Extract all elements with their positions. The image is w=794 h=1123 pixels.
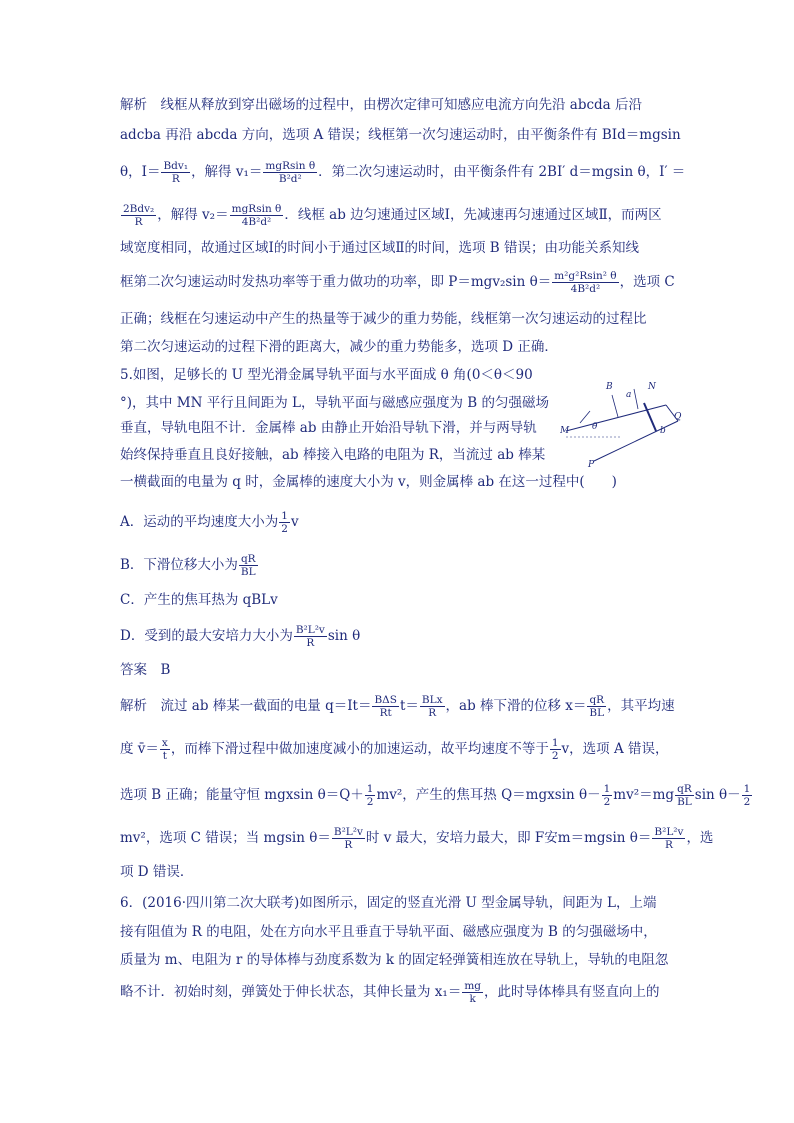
label-b-field: B (606, 382, 613, 392)
numerator: mgRsin θ (265, 160, 316, 172)
field-arrow (612, 395, 618, 417)
fraction (602, 783, 613, 808)
numerator: B²L²v (654, 826, 684, 838)
denominator: R (344, 839, 353, 851)
text: ，解得 v₁＝ (191, 164, 263, 180)
sol5-line5: 项 D 错误． (120, 864, 194, 880)
text: 略不计．初始时刻，弹簧处于伸长状态，其伸长量为 x₁＝ (120, 984, 462, 1000)
para1-line8: 第二次匀速运动的过程下滑的距离大，减少的重力势能多，选项 D 正确． (120, 339, 558, 355)
denominator: R (428, 707, 437, 719)
text: 时 v 最大，安培力最大，即 F安m＝mgsin θ＝ (365, 830, 652, 846)
text: mv²＝mg (613, 787, 675, 803)
para1-line3 (120, 160, 685, 185)
para1-line6 (120, 270, 675, 295)
denominator: Rt (379, 707, 392, 719)
denominator: BL (677, 796, 692, 808)
numerator: mgRsin θ (231, 203, 282, 215)
denominator: R (134, 216, 143, 228)
fraction (161, 160, 190, 185)
label-b-rod: b (660, 426, 666, 436)
label-q: Q (674, 412, 682, 422)
fraction (279, 510, 290, 535)
para1-line1: 解析 线框从释放到穿出磁场的过程中，由楞次定律可知感应电流方向先沿 abcda 后沿 (120, 97, 643, 113)
denominator: 2 (551, 750, 559, 762)
fraction (365, 783, 376, 808)
para1-line4 (120, 203, 662, 228)
numerator: 1 (743, 783, 751, 795)
rail-diagram (560, 375, 688, 475)
fraction (552, 270, 618, 295)
option-d (120, 624, 360, 649)
denominator: 2 (743, 796, 751, 808)
para1-line5: 域宽度相同，故通过区域Ⅰ的时间小于通过区域Ⅱ的时间，选项 B 错误；由功能关系知线 (120, 240, 640, 256)
fraction (652, 826, 685, 851)
text: ，ab 棒下滑的位移 x＝ (445, 698, 587, 714)
q6-line1: 6．(2016·四川第二次大联考)如图所示，固定的竖直光滑 U 型金属导轨，间距为 L，上端 (120, 895, 657, 911)
sol5-line4 (120, 826, 713, 851)
text: ，而棒下滑过程中做加速度减小的加速运动，故平均速度不等于 (170, 741, 549, 757)
fraction (121, 203, 156, 228)
label-m: M (560, 426, 570, 436)
para1-line7: 正确；线框在匀速运动中产生的热量等于减少的重力势能，线框第一次匀速运动的过程比 (120, 311, 647, 327)
para1-line2: adcba 再沿 abcda 方向，选项 A 错误；线框第一次匀速运动时，由平衡条件有 BId＝mgsin (120, 127, 681, 143)
denominator: 2 (281, 523, 288, 535)
label-n: N (648, 382, 656, 392)
q6-line2: 接有阻值为 R 的电阻，处在方向水平且垂直于导轨平面、磁感应强度为 B 的匀强磁场中， (120, 924, 657, 940)
text: ，选项 C (619, 274, 675, 290)
q5-line3: 垂直，导轨电阻不计．金属棒 ab 由静止开始沿导轨下滑，并与两导轨 (120, 420, 537, 436)
text: θ，I＝ (120, 164, 161, 180)
numerator: Bdv₁ (163, 160, 189, 172)
text: mv²，产生的焦耳热 Q＝mgxsin θ－ (376, 787, 601, 803)
text: 框第二次匀速运动时发热功率等于重力做功的功率，即 P＝mgv₂sin θ＝ (120, 274, 552, 290)
denominator: t (162, 750, 167, 762)
fraction (462, 980, 483, 1005)
text: ，解得 v₂＝ (157, 207, 229, 223)
denominator: k (469, 993, 476, 1005)
text: v (290, 514, 299, 530)
fraction (675, 783, 694, 808)
fraction (160, 737, 170, 762)
fraction (742, 783, 753, 808)
numerator: x (161, 737, 168, 749)
numerator: mg (464, 980, 482, 992)
incline-arrow (580, 411, 590, 423)
numerator: B²L²v (295, 624, 325, 636)
q6-line3: 质量为 m、电阻为 r 的导体棒与劲度系数为 k 的固定轻弹簧相连放在导轨上，导轨的电阻忽 (120, 952, 669, 968)
text: ，其平均速 (607, 698, 675, 714)
denominator: BL (240, 566, 256, 578)
text: 解析 流过 ab 棒某一截面的电量 q＝It＝ (120, 698, 372, 714)
text: A．运动的平均速度大小为 (120, 514, 279, 530)
fraction (332, 826, 365, 851)
q5-line5: 一横截面的电量为 q 时，金属棒的速度大小为 v，则金属棒 ab 在这一过程中( ) (120, 474, 617, 490)
option-b (120, 553, 259, 578)
denominator: 2 (603, 796, 611, 808)
fraction (587, 694, 606, 719)
denominator: 4B²d² (570, 283, 601, 295)
text: ，选 (686, 830, 714, 846)
fraction (263, 160, 317, 185)
numerator: 2Bdv₂ (123, 203, 155, 215)
text: mv²，选项 C 错误；当 mgsin θ＝ (120, 830, 331, 846)
numerator: 1 (603, 783, 611, 795)
text: 选项 B 正确；能量守恒 mgxsin θ＝Q＋ (120, 787, 364, 803)
text: 度 v̄＝ (120, 741, 159, 757)
denominator: B²d² (278, 173, 302, 185)
denominator: BL (589, 707, 605, 719)
text: ，此时导体棒具有竖直向上的 (484, 984, 660, 1000)
denominator: R (306, 637, 315, 649)
text: ．第二次匀速运动时，由平衡条件有 2BI′ d＝mgsin θ，I′ ＝ (318, 164, 686, 180)
option-a (120, 510, 299, 535)
text: t＝ (399, 698, 419, 714)
numerator: BLx (421, 694, 443, 706)
text: v，选项 A 错误， (561, 741, 669, 757)
denominator: 2 (366, 796, 374, 808)
fraction (230, 203, 284, 228)
rod-ab (644, 403, 656, 431)
numerator: qR (239, 553, 258, 566)
numerator: qR (675, 783, 694, 796)
label-a: a (626, 390, 632, 400)
text: B．下滑位移大小为 (120, 557, 238, 573)
denominator: R (171, 173, 180, 185)
option-c: C．产生的焦耳热为 qBLv (120, 592, 278, 608)
label-p: P (588, 460, 595, 470)
field-arrow (634, 389, 638, 409)
numerator: m²g²Rsin² θ (554, 270, 617, 282)
text: ．线框 ab 边匀速通过区域Ⅰ，先减速再匀速通过区域Ⅱ，而两区 (284, 207, 662, 223)
fraction (550, 737, 561, 762)
numerator: BΔS (374, 694, 397, 706)
fraction (420, 694, 445, 719)
numerator: qR (587, 694, 606, 707)
answer: 答案 B (120, 662, 171, 678)
numerator: B²L²v (333, 826, 363, 838)
sol5-line3 (120, 783, 753, 808)
text: sin θ－ (694, 787, 741, 803)
q5-line4: 始终保持垂直且良好接触，ab 棒接入电路的电阻为 R，当流过 ab 棒某 (120, 447, 546, 463)
sol5-line2 (120, 737, 669, 762)
text: sin θ (327, 628, 361, 644)
numerator: 1 (366, 783, 374, 795)
fraction (239, 553, 258, 578)
sol5-line1 (120, 694, 675, 719)
denominator: R (664, 839, 673, 851)
fraction (294, 624, 327, 649)
numerator: 1 (281, 510, 288, 522)
numerator: 1 (551, 737, 559, 749)
q5-line1: 5.如图，足够长的 U 型光滑金属导轨平面与水平面成 θ 角(0＜θ＜90 (120, 367, 533, 383)
denominator: 4B²d² (241, 216, 272, 228)
q6-line4 (120, 980, 660, 1005)
q5-line2: °)，其中 MN 平行且间距为 L，导轨平面与磁感应强度为 B 的匀强磁场 (120, 395, 549, 411)
fraction (372, 694, 399, 719)
text: D．受到的最大安培力大小为 (120, 628, 293, 644)
label-theta: θ (592, 422, 598, 432)
